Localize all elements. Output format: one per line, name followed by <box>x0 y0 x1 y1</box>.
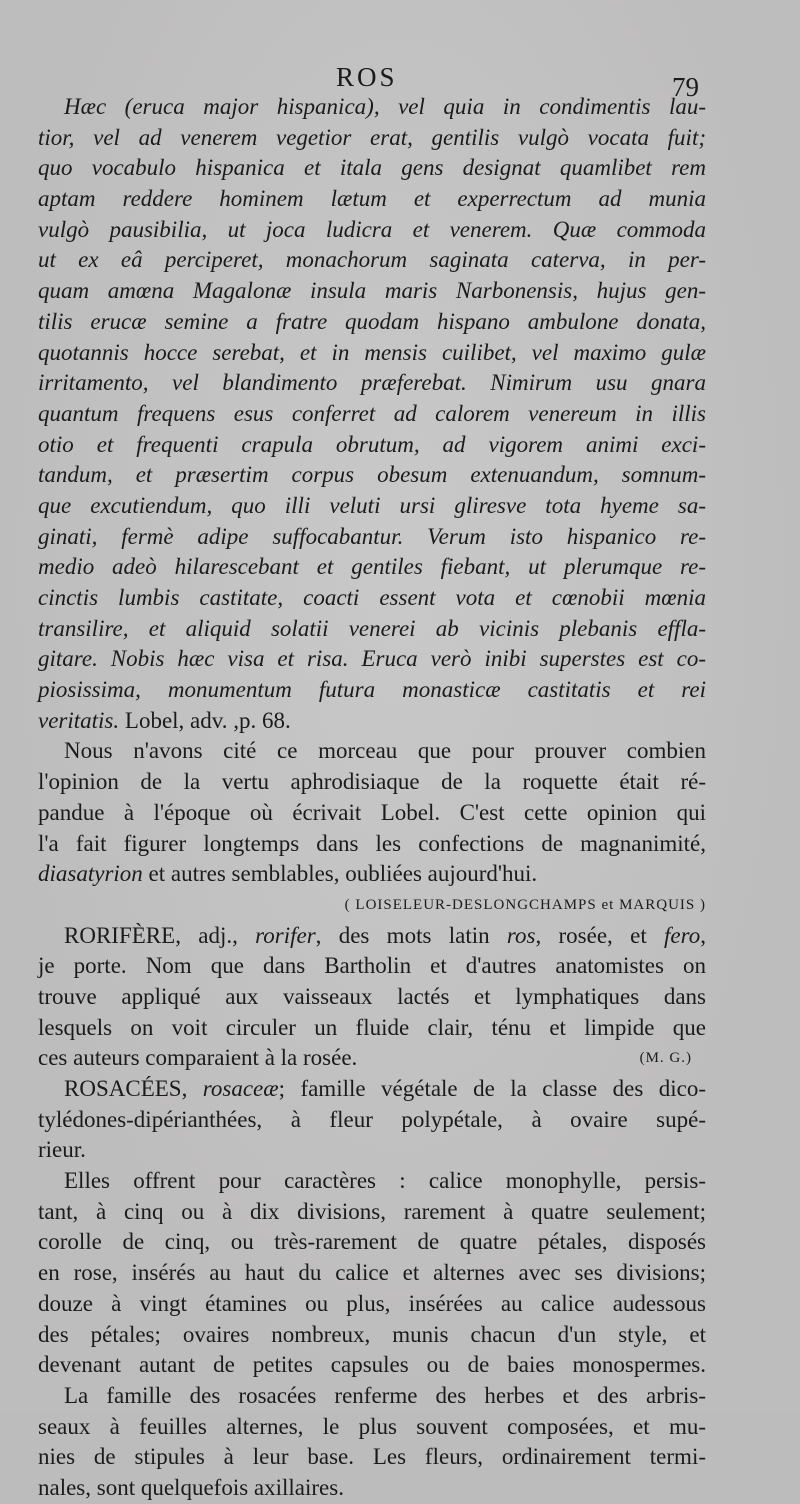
text-line: transilire, et aliquid solatii venerei ab vicinis plebanis effla- <box>38 615 706 641</box>
text-line: tandum, et præsertim corpus obesum extenuandum, somnum- <box>38 462 706 488</box>
text-line: je porte. Nom que dans Bartholin et d'autres anatomistes on <box>38 953 706 979</box>
text-line: devenant autant de petites capsules ou de baies monospermes. <box>38 1352 706 1378</box>
paragraph-famille <box>38 1381 706 1504</box>
entry-headword: RORIFÈRE <box>64 922 176 948</box>
text-line: trouve appliqué aux vaisseaux lactés et lymphatiques dans <box>38 983 706 1009</box>
text-line: tilis erucæ semine a fratre quodam hispano ambulone donata, <box>38 308 706 334</box>
text-line: Nous n'avons cité ce morceau que pour prouver combien <box>64 738 706 764</box>
text-line: Elles offrent pour caractères : calice monophylle, persis- <box>64 1168 706 1194</box>
text-line: seaux à feuilles alternes, le plus souvent composées, et mu- <box>38 1413 706 1439</box>
author-signature: ( LOISELEUR-DESLONGCHAMPS et MARQUIS ) <box>344 896 706 913</box>
text-line: quantum frequens esus conferret ad calorem venereum in illis <box>38 400 706 426</box>
author-signature: (M. G.) <box>639 1050 692 1067</box>
text-line: gitare. Nobis hæc visa et risa. Eruca verò inibi superstes est co- <box>38 646 706 672</box>
entry-rorifere <box>38 921 706 1074</box>
text-line: nies de stipules à leur base. Les fleurs, ordinairement termi- <box>38 1444 706 1470</box>
text-span: rosaceæ <box>202 1076 279 1101</box>
text-span: , adj., <box>175 922 256 948</box>
text-span: rorifer <box>255 922 316 948</box>
text-line: des pétales; ovaires nombreux, munis chacun d'un style, et <box>38 1321 706 1347</box>
text-line: ut ex eâ perciperet, monachorum saginata caterva, in per- <box>38 247 706 273</box>
text-line: irritamento, vel blandimento præferebat. Nimirum usu gnara <box>38 370 706 396</box>
text-line: rieur. <box>38 1137 86 1163</box>
text-line: aptam reddere hominem lætum et experrectum ad munia <box>38 186 706 212</box>
text-line: vulgò pausibilia, ut joca ludicra et venerem. Quæ commoda <box>38 216 706 242</box>
term-diasatyrion: diasatyrion <box>38 861 143 887</box>
latin-quotation <box>38 92 706 736</box>
text-line <box>38 859 706 890</box>
text-line: La famille des rosacées renferme des herbes et des arbris- <box>64 1382 706 1408</box>
text-line: otio et frequenti crapula obrutum, ad vigorem animi exci- <box>38 431 706 457</box>
entry-rosacees <box>38 1074 706 1166</box>
text-span: , rosée, et <box>535 922 665 948</box>
text-line: douze à vingt étamines ou plus, insérées au calice audessous <box>38 1290 706 1316</box>
page-number: 79 <box>672 72 699 102</box>
text-block <box>38 92 706 1504</box>
entry-headword: ROSACÉES <box>64 1076 182 1101</box>
running-head: ROS <box>336 62 398 92</box>
text-span: et autres semblables, oubliées aujourd'hui. <box>142 861 538 887</box>
text-line: nales, sont quelquefois axillaires. <box>38 1474 344 1500</box>
text-line: pandue à l'époque où écrivait Lobel. C'est cette opinion qui <box>38 799 706 825</box>
text-line: l'opinion de la vertu aphrodisiaque de la roquette était ré- <box>38 769 706 795</box>
text-span: , <box>700 922 706 948</box>
text-line: l'a fait figurer longtemps dans les confections de magnanimité, <box>38 830 706 856</box>
text-line: tior, vel ad venerem vegetior erat, gentilis vulgò vocata fuit; <box>38 124 706 150</box>
text-line <box>38 706 706 737</box>
paragraph-elles <box>38 1166 706 1381</box>
text-line: corolle de cinq, ou très-rarement de quatre pétales, disposés <box>38 1229 706 1255</box>
citation-source: Lobel, adv. ,p. 68. <box>119 707 291 733</box>
paragraph-nous <box>38 736 706 920</box>
text-line: quo vocabulo hispanica et itala gens designat quamlibet rem <box>38 155 706 181</box>
text-line: Hæc (eruca major hispanica), vel quia in condimentis lau- <box>64 94 706 119</box>
citation-latin: veritatis. <box>38 707 120 733</box>
text-line: quotannis hocce serebat, et in mensis cuilibet, vel maximo gulæ <box>38 339 706 365</box>
text-line: que excutiendum, quo illi veluti ursi gliresve tota hyeme sa- <box>38 492 706 518</box>
text-span: , des mots latin <box>315 922 507 948</box>
text-line: medio adeò hilarescebant et gentiles fiebant, ut plerumque re- <box>38 554 706 580</box>
text-span: fero <box>664 922 701 948</box>
text-line: tant, à cinq ou à dix divisions, rarement à quatre seulement; <box>38 1198 706 1224</box>
text-line: ROSACÉES, rosaceæ; famille végétale de la classe des dico- <box>64 1076 706 1101</box>
text-line: tylédones-dipérianthées, à fleur polypétale, à ovaire supé- <box>38 1106 706 1132</box>
text-line: quam amœna Magalonæ insula maris Narbonensis, hujus gen- <box>38 278 706 304</box>
text-line: lesquels on voit circuler un fluide clair, ténu et limpide que <box>38 1014 706 1040</box>
text-line: cinctis lumbis castitate, coacti essent vota et cœnobii mœnia <box>38 585 706 610</box>
text-line: en rose, insérés au haut du calice et alternes avec ses divisions; <box>38 1260 706 1286</box>
text-span: ros <box>506 922 536 948</box>
text-span: ; famille végétale de la classe des dico- <box>278 1076 706 1101</box>
text-span: ces auteurs comparaient à la rosée. <box>38 1045 358 1071</box>
text-line <box>38 921 706 952</box>
text-line <box>38 1043 706 1074</box>
text-line: ginati, fermè adipe suffocabantur. Verum isto hispanico re- <box>38 523 706 549</box>
text-line: piosissima, monumentum futura monasticæ castitatis et rei <box>38 677 706 703</box>
